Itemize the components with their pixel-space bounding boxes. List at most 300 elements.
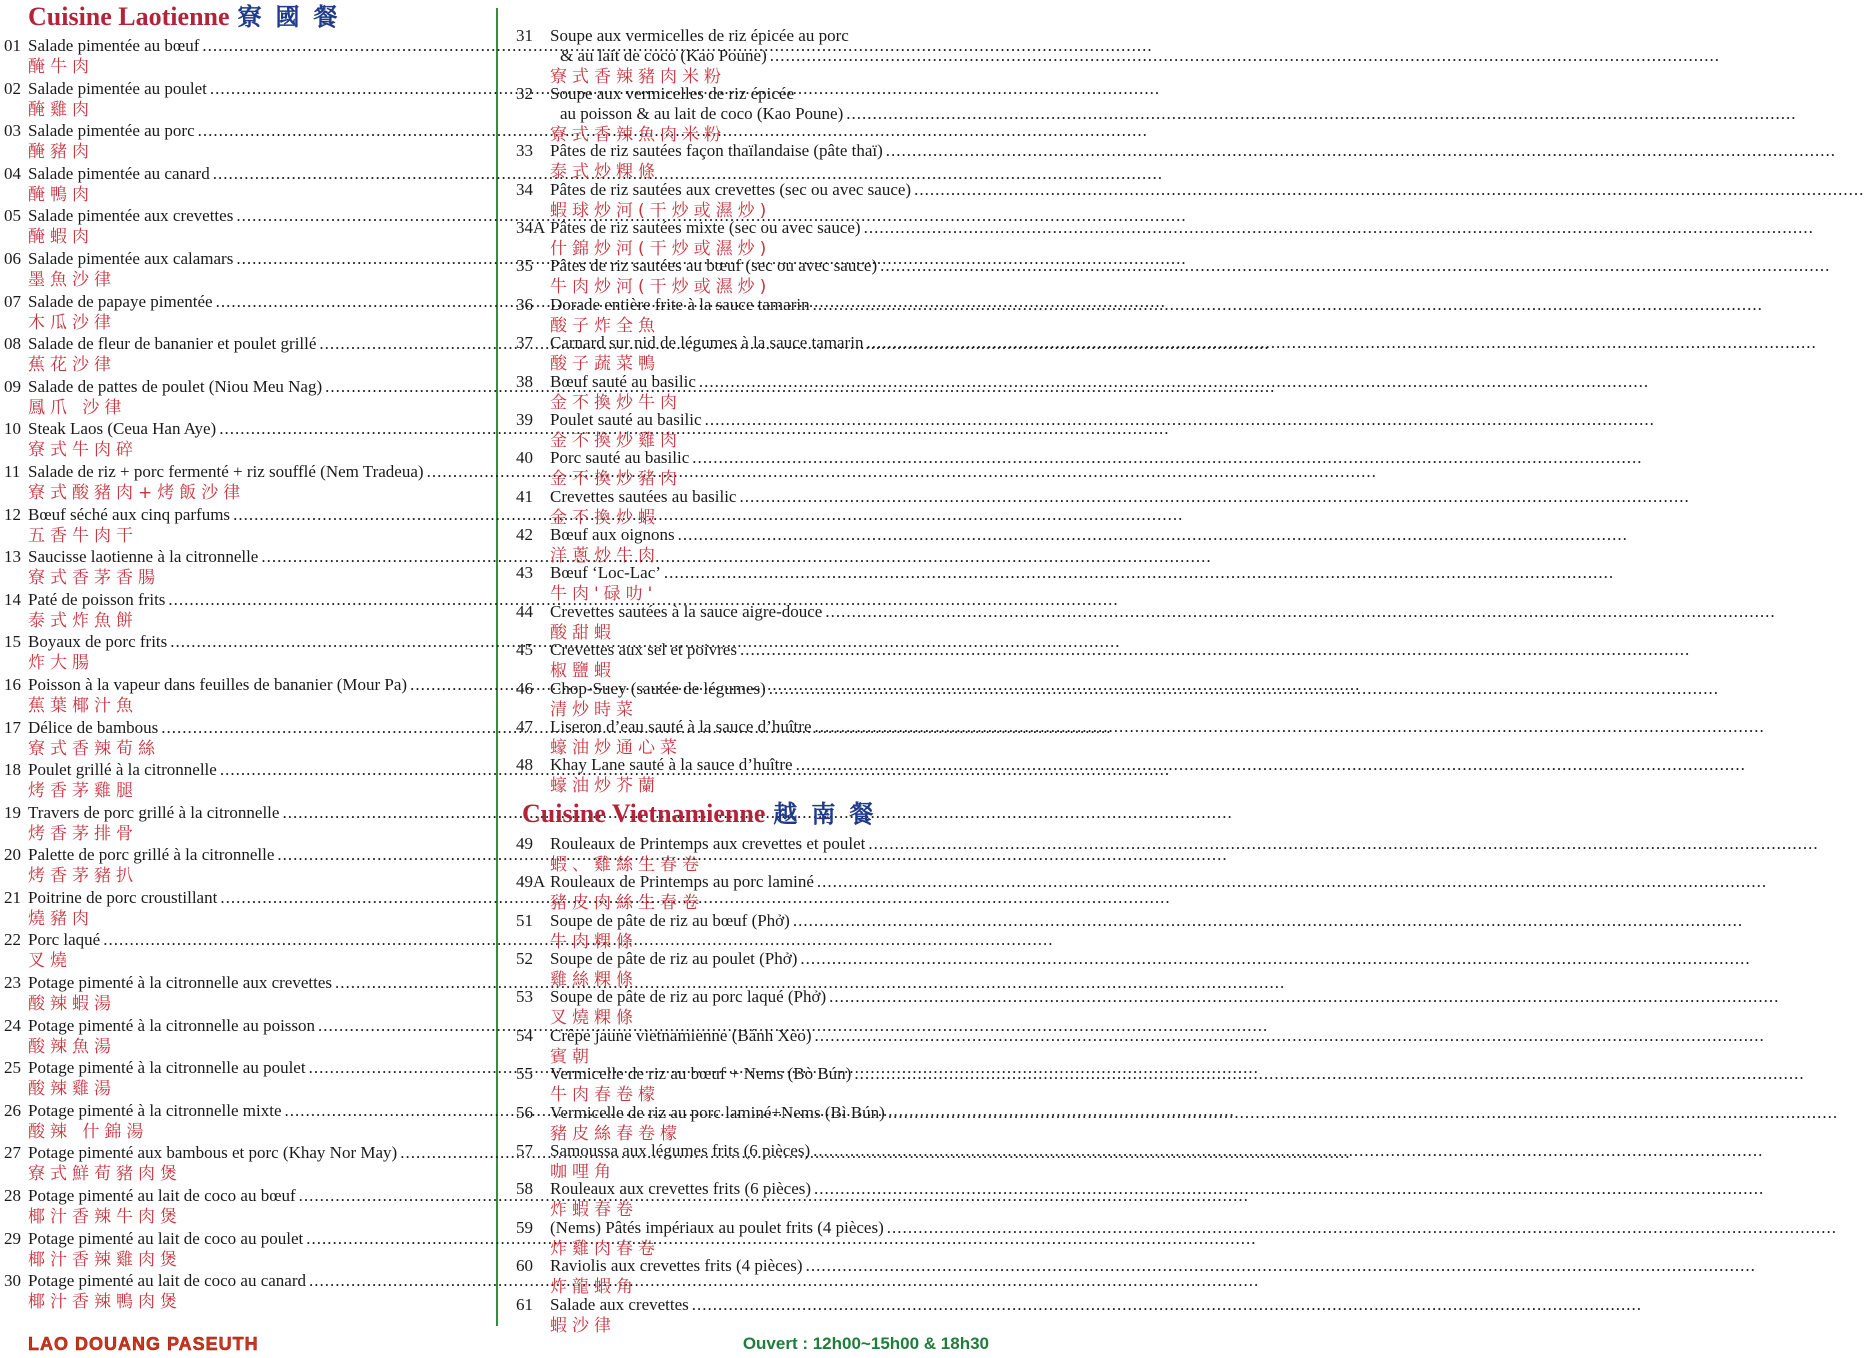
menu-item bbox=[500, 217, 989, 259]
item-number: 39 bbox=[516, 409, 533, 429]
menu-item-line bbox=[500, 679, 989, 699]
item-chinese-name: 泰式炸魚餅 bbox=[28, 610, 138, 631]
item-name: Salade pimentée au porc bbox=[28, 121, 195, 141]
viet-title-fr: Cuisine Vietnamienne bbox=[522, 798, 766, 828]
menu-item-line bbox=[500, 180, 989, 200]
menu-item-line bbox=[500, 84, 989, 104]
item-name: Soupe de pâte de riz au bœuf (Phở) bbox=[550, 910, 790, 930]
item-number: 56 bbox=[516, 1102, 533, 1122]
item-number: 28 bbox=[4, 1186, 21, 1206]
item-name: Pâtes de riz sautées au bœuf (sec ou avec sauce) bbox=[550, 256, 878, 276]
menu-item bbox=[500, 640, 989, 682]
item-name: Khay Lane sauté à la sauce d’huître bbox=[550, 755, 793, 775]
menu-item-line bbox=[0, 547, 438, 567]
item-number: 34A bbox=[516, 217, 546, 237]
item-chinese-name: 椒鹽蝦 bbox=[550, 661, 616, 682]
item-chinese-name: 叉燒 bbox=[28, 951, 72, 972]
dot-leader bbox=[692, 448, 1642, 468]
menu-item-line bbox=[0, 930, 438, 950]
menu-item-line bbox=[0, 121, 438, 141]
dot-leader bbox=[664, 563, 1614, 583]
menu-item-line bbox=[0, 1058, 438, 1078]
menu-item-line bbox=[500, 755, 989, 775]
menu-item bbox=[500, 179, 989, 221]
item-number: 36 bbox=[516, 294, 533, 314]
item-number: 15 bbox=[4, 632, 21, 652]
item-name: Potage pimenté aux bambous et porc (Khay Nor May) bbox=[28, 1143, 398, 1163]
item-number: 57 bbox=[516, 1140, 533, 1160]
menu-item-line bbox=[0, 803, 438, 823]
dot-leader bbox=[864, 218, 1814, 238]
menu-item bbox=[0, 419, 438, 462]
item-number: 49 bbox=[516, 833, 533, 853]
item-number: 09 bbox=[4, 376, 21, 396]
item-chinese-name: 蠔油炒通心菜 bbox=[550, 738, 682, 759]
item-name-continued: & au lait de coco (Kao Poune) bbox=[560, 46, 767, 65]
dot-leader bbox=[813, 1141, 1763, 1161]
item-chinese-name: 墨魚沙律 bbox=[28, 269, 116, 290]
item-name: Crevettes aux sel et poivres bbox=[550, 640, 737, 660]
menu-item bbox=[500, 678, 989, 720]
menu-item bbox=[0, 1271, 438, 1314]
item-name: Délice de bambous bbox=[28, 717, 159, 737]
dot-leader bbox=[796, 755, 1746, 775]
item-name: Potage pimenté au lait de coco au poulet bbox=[28, 1228, 304, 1248]
dot-leader bbox=[866, 333, 1816, 353]
item-number: 11 bbox=[4, 461, 21, 481]
item-number: 49A bbox=[516, 872, 546, 892]
dot-leader bbox=[678, 525, 1628, 545]
menu-item-line bbox=[500, 911, 989, 931]
menu-item bbox=[0, 206, 438, 249]
menu-item bbox=[500, 1256, 989, 1298]
menu-item-line bbox=[500, 333, 989, 353]
menu-item-subline bbox=[500, 46, 989, 66]
item-chinese-name: 蠔油炒芥蘭 bbox=[550, 776, 660, 797]
menu-item-line bbox=[500, 1103, 989, 1123]
item-name: Potage pimenté au lait de coco au bœuf bbox=[28, 1186, 296, 1206]
menu-item bbox=[500, 1179, 989, 1221]
menu-item bbox=[500, 525, 989, 567]
menu-item bbox=[0, 292, 438, 335]
menu-item-line bbox=[0, 760, 438, 780]
menu-item bbox=[500, 1102, 989, 1144]
item-number: 10 bbox=[4, 419, 21, 439]
menu-item-line bbox=[500, 834, 989, 854]
item-name: Chop-Suey (sautée de légumes) bbox=[550, 678, 766, 698]
menu-item bbox=[0, 1058, 438, 1101]
item-chinese-name: 寮式酸豬肉+烤飯沙律 bbox=[28, 482, 246, 503]
item-name: Crevettes sautées au basilic bbox=[550, 486, 737, 506]
item-chinese-name: 金不換炒雞肉 bbox=[550, 430, 682, 451]
dot-leader bbox=[692, 1295, 1642, 1315]
menu-item-line bbox=[500, 1064, 989, 1084]
menu-item-line bbox=[0, 718, 438, 738]
item-number: 34 bbox=[516, 179, 533, 199]
menu-item-line bbox=[500, 218, 989, 238]
item-chinese-name: 五香牛肉干 bbox=[28, 525, 138, 546]
item-name: Steak Laos (Ceua Han Aye) bbox=[28, 419, 217, 439]
menu-item bbox=[0, 121, 438, 164]
menu-item bbox=[0, 505, 438, 548]
item-chinese-name: 醃鴨肉 bbox=[28, 184, 94, 205]
item-chinese-name: 金不換炒牛肉 bbox=[550, 392, 682, 413]
menu-item-line bbox=[500, 949, 989, 969]
menu-item bbox=[500, 83, 989, 145]
item-number: 21 bbox=[4, 887, 21, 907]
item-chinese-name: 烤香茅雞腿 bbox=[28, 781, 138, 802]
item-chinese-name: 酸辣雞湯 bbox=[28, 1079, 116, 1100]
menu-item bbox=[0, 1016, 438, 1059]
item-name: Salade de papaye pimentée bbox=[28, 291, 213, 311]
item-number: 20 bbox=[4, 845, 21, 865]
menu-item bbox=[500, 1140, 989, 1182]
item-number: 19 bbox=[4, 802, 21, 822]
menu-item bbox=[0, 845, 438, 888]
item-chinese-name: 蕉花沙律 bbox=[28, 355, 116, 376]
item-number: 02 bbox=[4, 78, 21, 98]
item-chinese-name: 炸大腸 bbox=[28, 653, 94, 674]
item-number: 29 bbox=[4, 1228, 21, 1248]
item-chinese-name: 醃牛肉 bbox=[28, 57, 94, 77]
item-name: Bœuf sauté au basilic bbox=[550, 371, 696, 391]
item-name: Rouleaux de Printemps au porc laminé bbox=[550, 872, 814, 892]
menu-item-line bbox=[0, 1101, 438, 1121]
menu-item bbox=[0, 462, 438, 505]
item-number: 14 bbox=[4, 589, 21, 609]
item-number: 45 bbox=[516, 640, 533, 660]
menu-item-line bbox=[0, 292, 438, 312]
item-number: 59 bbox=[516, 1217, 533, 1237]
item-chinese-name: 泰式炒粿條 bbox=[550, 162, 660, 183]
menu-item-line bbox=[500, 872, 989, 892]
viet-title-cn: 越南餐 bbox=[773, 799, 888, 828]
item-number: 35 bbox=[516, 256, 533, 276]
item-name: Travers de porc grillé à la citronnelle bbox=[28, 802, 280, 822]
menu-item bbox=[500, 833, 989, 875]
menu-item bbox=[0, 164, 438, 207]
item-name: Salade de pattes de poulet (Niou Meu Nag) bbox=[28, 376, 323, 396]
item-name: Salade de fleur de bananier et poulet grillé bbox=[28, 334, 317, 354]
menu-item bbox=[500, 910, 989, 952]
item-chinese-name: 寮式鮮荀豬肉煲 bbox=[28, 1164, 182, 1185]
item-chinese-name: 酸辣蝦湯 bbox=[28, 994, 116, 1015]
menu-item bbox=[500, 371, 989, 413]
item-name: Vermicelle de riz au bœuf + Nems (Bò Bún) bbox=[550, 1064, 852, 1084]
lao-cuisine-column bbox=[0, 0, 438, 1314]
item-name: Salade pimentée au canard bbox=[28, 163, 210, 183]
item-chinese-name: 雞絲粿條 bbox=[550, 970, 638, 990]
item-name: Potage pimenté au lait de coco au canard bbox=[28, 1271, 307, 1291]
menu-item bbox=[0, 1229, 438, 1272]
menu-item bbox=[500, 294, 989, 336]
item-name: Porc sauté au basilic bbox=[550, 448, 690, 468]
item-number: 48 bbox=[516, 755, 533, 775]
item-name: Samoussa aux légumes frits (6 pièces) bbox=[550, 1140, 811, 1160]
menu-item-line bbox=[0, 1186, 438, 1206]
item-number: 37 bbox=[516, 333, 533, 353]
menu-item-line bbox=[0, 1143, 438, 1163]
menu-item bbox=[500, 949, 989, 990]
menu-item bbox=[500, 486, 989, 528]
item-chinese-name: 烤香茅排骨 bbox=[28, 823, 138, 844]
item-number: 05 bbox=[4, 206, 21, 226]
item-chinese-name: 咖哩角 bbox=[550, 1161, 616, 1182]
item-chinese-name: 醃豬肉 bbox=[28, 142, 94, 163]
dot-leader bbox=[854, 1064, 1804, 1084]
item-chinese-name: 蝦沙律 bbox=[550, 1315, 616, 1336]
menu-item bbox=[500, 563, 989, 605]
opening-hours: Ouvert : 12h00~15h00 & 18h30 bbox=[742, 1334, 989, 1353]
menu-item-line bbox=[500, 372, 989, 392]
menu-item-line bbox=[0, 36, 438, 56]
item-chinese-name: 烤香茅豬扒 bbox=[28, 866, 138, 887]
menu-item-line bbox=[500, 987, 989, 1007]
dot-leader bbox=[814, 1179, 1764, 1199]
menu-item bbox=[500, 987, 989, 1029]
menu-item bbox=[500, 1294, 989, 1336]
menu-item-line bbox=[0, 334, 438, 354]
item-name: Poitrine de porc croustillant bbox=[28, 887, 218, 907]
item-chinese-name: 什錦炒河(干炒或濕炒) bbox=[550, 238, 772, 259]
item-number: 13 bbox=[4, 547, 21, 567]
dot-leader bbox=[699, 372, 1649, 392]
item-number: 58 bbox=[516, 1179, 533, 1199]
menu-item-line bbox=[500, 26, 989, 46]
menu-item-line bbox=[0, 1271, 438, 1291]
dot-leader bbox=[817, 872, 1767, 892]
item-number: 01 bbox=[4, 36, 21, 55]
menu-item-line bbox=[0, 632, 438, 652]
menu-item-line bbox=[500, 487, 989, 507]
item-name: Salade de riz + porc fermenté + riz soufflé (Nem Tradeua) bbox=[28, 461, 424, 481]
item-name: Carnard sur nid de légumes à la sauce tamarin bbox=[550, 333, 864, 353]
item-name: Potage pimenté à la citronnelle au poulet bbox=[28, 1058, 306, 1078]
item-name: Poulet grillé à la citronnelle bbox=[28, 760, 217, 780]
menu-item bbox=[0, 973, 438, 1016]
item-chinese-name: 椰汁香辣牛肉煲 bbox=[28, 1207, 182, 1228]
item-chinese-name: 寮式香辣豬肉米粉 bbox=[550, 67, 726, 87]
item-number: 53 bbox=[516, 987, 533, 1007]
item-name: Salade pimentée au poulet bbox=[28, 78, 207, 98]
viet-section-title bbox=[500, 794, 989, 834]
menu-item-line bbox=[0, 1229, 438, 1249]
menu-item-line bbox=[0, 845, 438, 865]
menu-item bbox=[500, 872, 989, 914]
item-number: 46 bbox=[516, 678, 533, 698]
dot-leader bbox=[769, 679, 1719, 699]
item-number: 24 bbox=[4, 1015, 21, 1035]
menu-item-line bbox=[0, 249, 438, 269]
item-name: Pâtes de riz sautées mixte (sec ou avec sauce) bbox=[550, 217, 861, 237]
item-name: Salade pimentée aux crevettes bbox=[28, 206, 234, 226]
item-number: 47 bbox=[516, 717, 533, 737]
menu-item bbox=[500, 141, 989, 183]
item-name-continued: au poisson & au lait de coco (Kao Poune) bbox=[560, 103, 844, 123]
item-chinese-name: 金不換炒豬肉 bbox=[550, 469, 682, 490]
menu-item bbox=[500, 601, 989, 643]
item-number: 06 bbox=[4, 248, 21, 268]
menu-item bbox=[0, 803, 438, 846]
menu-item-line bbox=[0, 419, 438, 439]
item-name: Potage pimenté à la citronnelle au poisson bbox=[28, 1015, 316, 1035]
item-chinese-name: 牛肉粿條 bbox=[550, 931, 638, 952]
item-chinese-name: 賓朝 bbox=[550, 1046, 594, 1067]
menu-item-line bbox=[500, 717, 989, 737]
menu-item-line bbox=[500, 448, 989, 468]
item-number: 25 bbox=[4, 1058, 21, 1078]
item-name: Salade aux crevettes bbox=[550, 1294, 689, 1314]
item-name: Palette de porc grillé à la citronnelle bbox=[28, 845, 275, 865]
dot-leader bbox=[880, 256, 1830, 276]
menu-item bbox=[0, 632, 438, 675]
item-number: 54 bbox=[516, 1025, 533, 1045]
menu-item bbox=[0, 760, 438, 803]
item-name: Crêpe jaune vietnamienne (Bánh Xèo) bbox=[550, 1025, 812, 1045]
menu-item bbox=[500, 1217, 989, 1259]
item-name: Salade pimentée au bœuf bbox=[28, 36, 200, 55]
item-name: Bœuf séché aux cinq parfums bbox=[28, 504, 231, 524]
menu-item bbox=[0, 249, 438, 292]
item-chinese-name: 叉燒粿條 bbox=[550, 1008, 638, 1029]
item-number: 33 bbox=[516, 141, 533, 161]
item-name: Salade pimentée aux calamars bbox=[28, 248, 234, 268]
menu-item-line bbox=[500, 410, 989, 430]
item-chinese-name: 炸龍蝦角 bbox=[550, 1277, 638, 1298]
menu-item-line bbox=[0, 79, 438, 99]
item-name: Rouleaux de Printemps aux crevettes et poulet bbox=[550, 833, 866, 853]
item-chinese-name: 牛肉'碌叻' bbox=[550, 584, 658, 605]
item-chinese-name: 鳳爪 沙律 bbox=[28, 397, 127, 418]
menu-item bbox=[0, 888, 438, 931]
lao-title-cn: 寮國餐 bbox=[237, 3, 352, 31]
item-chinese-name: 寮式香辣魚肉米粉 bbox=[550, 124, 726, 145]
item-name: (Nems) Pâtés impériaux au poulet frits (4 pièces) bbox=[550, 1217, 884, 1237]
item-number: 27 bbox=[4, 1143, 21, 1163]
menu-item-line bbox=[500, 256, 989, 276]
lao-menu-list-continued bbox=[500, 26, 989, 797]
dot-leader bbox=[770, 46, 1720, 66]
menu-item bbox=[0, 377, 438, 420]
menu-item bbox=[500, 755, 989, 797]
item-name: Rouleaux aux crevettes frits (6 pièces) bbox=[550, 1179, 812, 1199]
item-number: 61 bbox=[516, 1294, 533, 1314]
item-name: Soupe aux vermicelles de riz épicée bbox=[550, 83, 795, 103]
dot-leader bbox=[739, 487, 1689, 507]
lao-section-title bbox=[0, 0, 438, 36]
item-number: 55 bbox=[516, 1064, 533, 1084]
item-chinese-name: 炸雞肉春卷 bbox=[550, 1238, 660, 1259]
item-number: 30 bbox=[4, 1271, 21, 1291]
menu-item bbox=[0, 930, 438, 973]
item-number: 41 bbox=[516, 486, 533, 506]
item-name: Soupe de pâte de riz au poulet (Phở) bbox=[550, 949, 798, 968]
item-chinese-name: 蝦、雞絲生春卷 bbox=[550, 854, 704, 875]
item-name: Saucisse laotienne à la citronnelle bbox=[28, 547, 259, 567]
lao-title-fr: Cuisine Laotienne bbox=[28, 2, 230, 31]
item-name: Pâtes de riz sautées aux crevettes (sec ou avec sauce) bbox=[550, 179, 912, 199]
dot-leader bbox=[868, 834, 1818, 854]
item-chinese-name: 寮式牛肉碎 bbox=[28, 440, 138, 461]
item-number: 12 bbox=[4, 504, 21, 524]
item-chinese-name: 椰汁香辣鴨肉煲 bbox=[28, 1292, 182, 1313]
right-column bbox=[500, 0, 989, 1336]
item-number: 03 bbox=[4, 121, 21, 141]
item-chinese-name: 蕉葉椰汁魚 bbox=[28, 695, 138, 716]
menu-item-line bbox=[500, 563, 989, 583]
item-chinese-name: 酸辣 什錦湯 bbox=[28, 1121, 149, 1142]
item-number: 07 bbox=[4, 291, 21, 311]
item-chinese-name: 蝦球炒河(干炒或濕炒) bbox=[550, 200, 772, 221]
dot-leader bbox=[887, 1218, 1837, 1238]
item-name: Dorade entière frite à la sauce tamarin bbox=[550, 294, 810, 314]
menu-item bbox=[500, 26, 989, 87]
dot-leader bbox=[846, 104, 1796, 124]
item-chinese-name: 炸蝦春卷 bbox=[550, 1200, 638, 1221]
item-number: 08 bbox=[4, 334, 21, 354]
menu-item-subline bbox=[500, 104, 989, 124]
menu-item bbox=[0, 590, 438, 633]
item-number: 22 bbox=[4, 930, 21, 950]
item-number: 40 bbox=[516, 448, 533, 468]
item-number: 16 bbox=[4, 674, 21, 694]
item-name: Crevettes sautées à la sauce aigre-douce bbox=[550, 601, 823, 621]
menu-item-line bbox=[500, 602, 989, 622]
item-chinese-name: 酸甜蝦 bbox=[550, 622, 616, 643]
lao-menu-list bbox=[0, 36, 438, 1314]
menu-item-line bbox=[0, 590, 438, 610]
menu-item-line bbox=[0, 164, 438, 184]
item-chinese-name: 酸子炸全魚 bbox=[550, 315, 660, 336]
item-number: 42 bbox=[516, 525, 533, 545]
dot-leader bbox=[806, 1256, 1756, 1276]
item-number: 04 bbox=[4, 163, 21, 183]
menu-item-line bbox=[500, 1295, 989, 1315]
item-name: Raviolis aux crevettes frits (4 pièces) bbox=[550, 1256, 803, 1276]
menu-item-line bbox=[0, 462, 438, 482]
dot-leader bbox=[815, 1026, 1765, 1046]
dot-leader bbox=[825, 602, 1775, 622]
dot-leader bbox=[914, 180, 1864, 200]
item-chinese-name: 洋蔥炒牛肉 bbox=[550, 546, 660, 567]
restaurant-name: LAO DOUANG PASEUTH bbox=[28, 1334, 259, 1354]
menu-item-line bbox=[0, 377, 438, 397]
item-name: Boyaux de porc frits bbox=[28, 632, 168, 652]
menu-item bbox=[500, 448, 989, 490]
item-number: 52 bbox=[516, 949, 533, 968]
dot-leader bbox=[815, 717, 1765, 737]
item-name: Porc laqué bbox=[28, 930, 101, 950]
item-number: 23 bbox=[4, 973, 21, 993]
item-name: Bœuf aux oignons bbox=[550, 525, 675, 545]
item-name: Soupe aux vermicelles de riz épicée au porc bbox=[550, 26, 849, 45]
item-chinese-name: 醃雞肉 bbox=[28, 99, 94, 120]
menu-item bbox=[0, 718, 438, 761]
item-chinese-name: 燒豬肉 bbox=[28, 908, 94, 929]
item-number: 43 bbox=[516, 563, 533, 583]
dot-leader bbox=[740, 640, 1690, 660]
item-chinese-name: 清炒時菜 bbox=[550, 699, 638, 720]
menu-item bbox=[0, 1186, 438, 1229]
item-chinese-name: 牛肉春卷檬 bbox=[550, 1085, 660, 1106]
menu-item bbox=[0, 547, 438, 590]
menu-item-line bbox=[500, 640, 989, 660]
menu-item bbox=[0, 1143, 438, 1186]
dot-leader bbox=[813, 295, 1763, 315]
item-chinese-name: 醃蝦肉 bbox=[28, 227, 94, 248]
item-name: Vermicelle de riz au porc laminé+Nems (Bì Bún) bbox=[550, 1102, 885, 1122]
dot-leader bbox=[793, 911, 1743, 931]
